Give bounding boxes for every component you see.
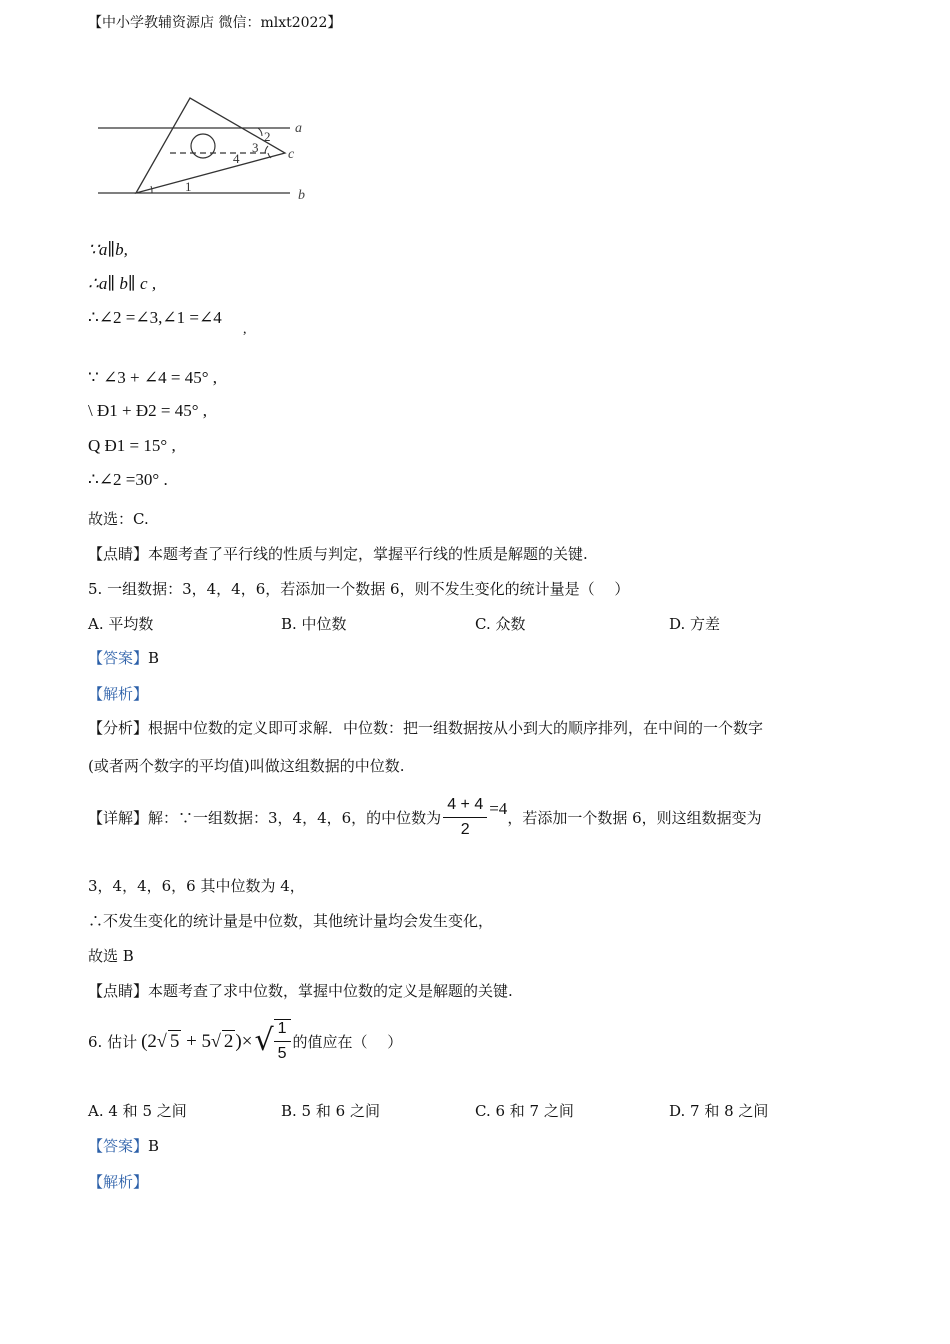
label-1: 1 [185, 179, 192, 194]
q5-stem: 5. 一组数据：3，4，4，6，若添加一个数据 6，则不发生变化的统计量是（ ） [88, 580, 630, 598]
q5-option-b: B. 中位数 [281, 615, 347, 633]
proof-line-3: ∴∠2 =∠3,∠1 =∠4 [88, 308, 222, 327]
angle-2-arc [258, 128, 262, 136]
label-b: b [298, 188, 305, 203]
proof-line-6: Q Ð1 = 15° , [88, 436, 176, 455]
q4-choice: 故选：C. [88, 510, 149, 528]
radical-sign-icon: √ [254, 1023, 274, 1058]
q6-option-a: A. 4 和 5 之间 [88, 1102, 187, 1120]
proof-line-4: ∵ ∠3 + ∠4 = 45° , [88, 368, 218, 387]
label-4: 4 [233, 151, 240, 166]
proof-line-3-comma: , [243, 322, 247, 337]
page-header: 【中小学教辅资源店 微信：mlxt2022】 [88, 15, 342, 31]
answer-tag: 【答案】 [88, 1137, 149, 1155]
q6-option-d: D. 7 和 8 之间 [669, 1102, 769, 1120]
q5-analysis-tag: 【解析】 [88, 685, 149, 703]
q6-option-b: B. 5 和 6 之间 [281, 1102, 380, 1120]
triangle [136, 98, 285, 193]
median-fraction: $\frac{4 + 4}{2}$ [443, 796, 487, 839]
proof-line-5: \ Ð1 + Ð2 = 45° , [88, 401, 207, 420]
q5-option-c: C. 众数 [475, 615, 526, 633]
q5-choice: 故选 B [88, 947, 134, 965]
q5-option-a: A. 平均数 [88, 615, 154, 633]
q5-detail-line3: ∴不发生变化的统计量是中位数，其他统计量均会发生变化， [88, 912, 494, 930]
label-3: 3 [252, 140, 259, 155]
q4-review: 【点睛】本题考查了平行线的性质与判定，掌握平行线的性质是解题的关键. [88, 545, 588, 563]
answer-tag: 【答案】 [88, 649, 149, 667]
q6-answer: 【答案】B [88, 1137, 160, 1155]
q5-fenxi-line1: 【分析】根据中位数的定义即可求解．中位数：把一组数据按从小到大的顺序排列，在中间的一个数字 [88, 719, 764, 737]
proof-line-1: ∵a∥b, [88, 240, 128, 259]
label-c: c [288, 147, 295, 162]
label-2: 2 [264, 129, 271, 144]
q6-option-c: C. 6 和 7 之间 [475, 1102, 574, 1120]
q6-analysis-tag: 【解析】 [88, 1173, 149, 1191]
proof-line-2: ∴a∥ b∥ c , [88, 274, 157, 293]
q5-answer: 【答案】B [88, 649, 160, 667]
q6-expression: (2√ 5 + 5√ 2 )× [141, 1030, 253, 1052]
proof-line-7: ∴∠2 =30° . [88, 470, 168, 489]
parallel-lines-triangle-figure [90, 92, 320, 207]
q5-option-d: D. 方差 [669, 615, 721, 633]
q5-fenxi-line2: (或者两个数字的平均值)叫做这组数据的中位数. [88, 757, 405, 775]
angle-3-arc [265, 146, 268, 153]
q6-fraction: $\frac{1}{5}$ [274, 1019, 291, 1063]
q5-detail-line1: 【详解】解：∵一组数据：3，4，4，6，的中位数为 $\frac{4 + 4}{2}$ =4 ，若添加一个数据 6，则这组数据变为 [88, 795, 762, 838]
triangle-hole [191, 134, 215, 158]
q5-review: 【点睛】本题考查了求中位数，掌握中位数的定义是解题的关键. [88, 982, 513, 1000]
q5-detail-line2: 3，4，4，6，6 其中位数为 4， [88, 877, 305, 895]
q6-stem: 6. 估计 (2√ 5 + 5√ 2 )× √ $\frac{1}{5}$ 的值应在（ ） [88, 1020, 403, 1062]
label-a: a [295, 121, 302, 136]
